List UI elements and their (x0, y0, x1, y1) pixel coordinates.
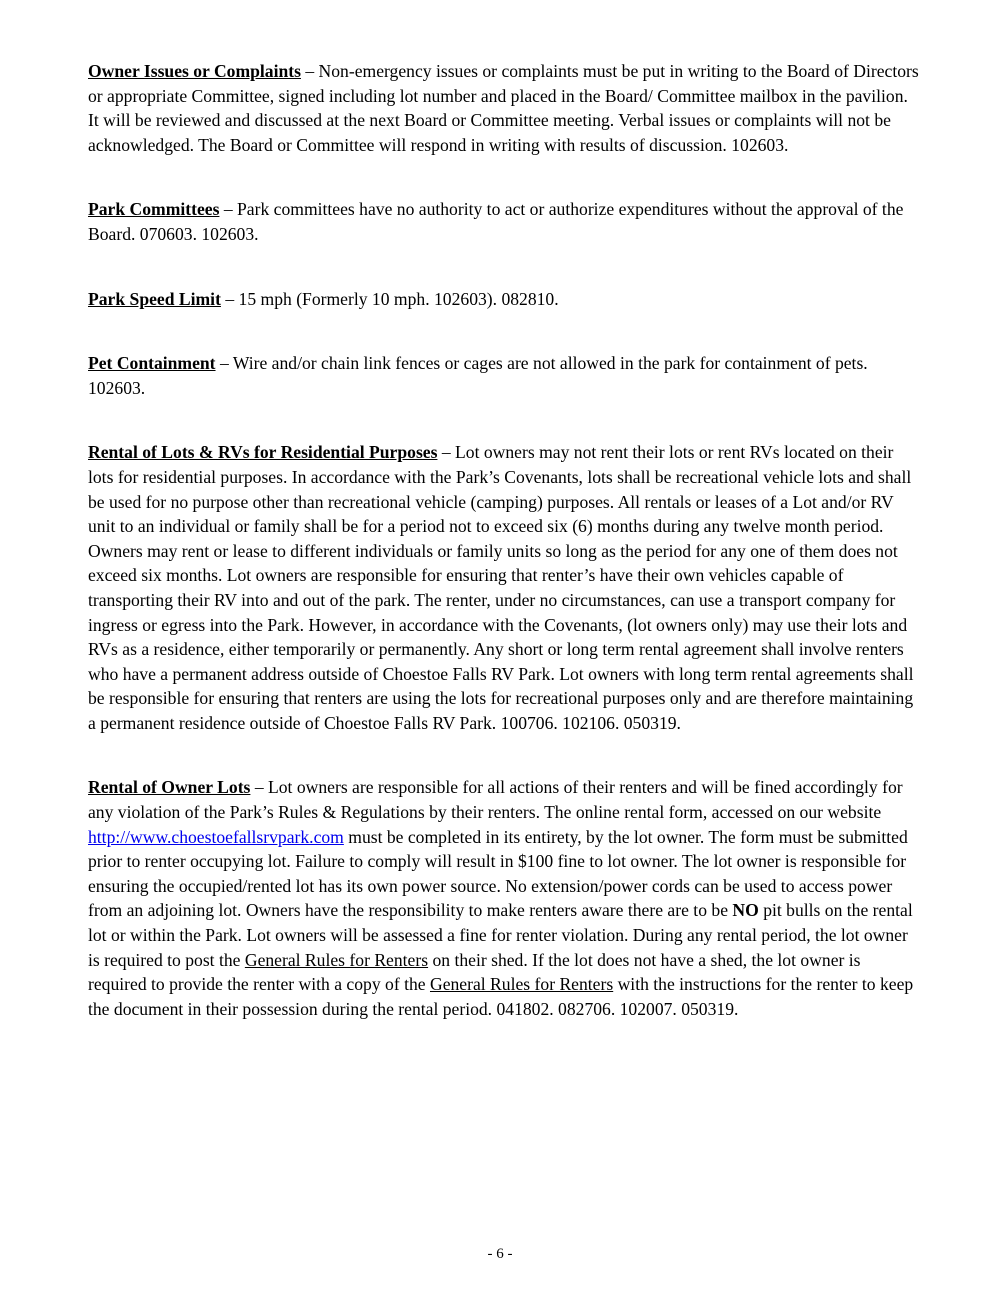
section-rental-owner-lots (88, 775, 920, 1021)
section-text-rental-owner-lots-1: – Lot owners are responsible for all actions of their renters and will be fined accordingly for any violation of the Park’s Rules & Regulations by their renters. The online rental form, accessed on our website (88, 777, 903, 823)
section-text-rental-owner-lots-5: with the instructions for the renter to keep the document in their possession during the rental period. 041802. 082706. 102007. 050319. (88, 974, 914, 1019)
section-text-rental-lots-residential: – Lot owners may not rent their lots or rent RVs located on their lots for residential purposes. In accordance with the Park’s Covenants, lots shall be recreational vehicle lots and shall be used for no purpose other than recreational vehicle (camping) purposes. All rentals or leases of a Lot and/or RV unit to an individual or family shall be for a period not to exceed six (6) months during any twelve month period. Owners may rent or lease to different individuals or family units so long as the period for any one of them does not exceed six months. Lot owners are responsible for ensuring that renter’s have their own vehicles capable of transporting their RV into and out of the park. The renter, under no circumstances, can use a transport company for ingress or egress into the Park. However, in accordance with the Covenants, (lot owners only) may use their lots and RVs as a residence, either temporarily or permanently. Any short or long term rental agreement shall involve renters who have a permanent address outside of Choestoe Falls RV Park. Lot owners with long term rental agreements shall be responsible for ensuring that renters are using the lots for recreational purposes only and are therefore maintaining a permanent residence outside of Choestoe Falls RV Park. 100706. 102106. 050319. (88, 442, 914, 733)
emphasis-no: NO (732, 900, 759, 921)
general-rules-reference: General Rules for Renters (429, 974, 614, 995)
section-text-rental-owner-lots-4: on their shed. If the lot does not have a shed, the lot owner is required to provide the renter with a copy of the (88, 949, 861, 995)
section-owner-issues (88, 59, 920, 157)
section-text-pet-containment: – Wire and/or chain link fences or cages are not allowed in the park for containment of pets. 102603. (88, 353, 868, 398)
website-link[interactable]: http://www.choestoefallsrvpark.com (88, 826, 344, 847)
section-text-park-speed-limit: – 15 mph (Formerly 10 mph. 102603). 082810. (220, 288, 559, 309)
section-heading-park-speed-limit: Park Speed Limit (88, 288, 221, 309)
section-rental-lots-residential (88, 440, 920, 735)
section-heading-rental-lots-residential: Rental of Lots & RVs for Residential Purposes (88, 442, 438, 463)
section-park-speed-limit (88, 287, 920, 312)
general-rules-reference: General Rules for Renters (244, 949, 429, 970)
section-text-park-committees: – Park committees have no authority to act or authorize expenditures without the approval of the Board. 070603. 102603. (88, 199, 904, 244)
section-text-owner-issues: – Non-emergency issues or complaints must be put in writing to the Board of Directors or appropriate Committee, signed including lot number and placed in the Board/ Committee mailbox in the pavilion. It will be reviewed and discussed at the next Board or Committee meeting. Verbal issues or complaints will not be acknowledged. The Board or Committee will respond in writing with results of discussion. 102603. (88, 61, 919, 155)
section-heading-owner-issues: Owner Issues or Complaints (88, 61, 301, 81)
section-text-rental-owner-lots-3: pit bulls on the rental lot or within the Park. Lot owners will be assessed a fine for renter violation. During any rental period, the lot owner is required to post the (88, 900, 913, 970)
section-pet-containment (88, 351, 920, 400)
section-heading-park-committees: Park Committees (88, 199, 220, 220)
page-number: - 6 - (487, 1246, 513, 1262)
document-body (88, 59, 920, 1021)
section-heading-rental-owner-lots: Rental of Owner Lots (88, 777, 251, 798)
section-text-rental-owner-lots-2: must be completed in its entirety, by the lot owner. The form must be submitted prior to renter occupying lot. Failure to comply will result in $100 fine to lot owner. The lot owner is responsible for ensuring the occupied/rented lot has its own power source. No extension/power cords can be used to access power from an adjoining lot. Owners have the responsibility to make renters aware there are to be (88, 826, 908, 921)
section-heading-pet-containment: Pet Containment (88, 353, 216, 374)
section-park-committees (88, 197, 920, 246)
